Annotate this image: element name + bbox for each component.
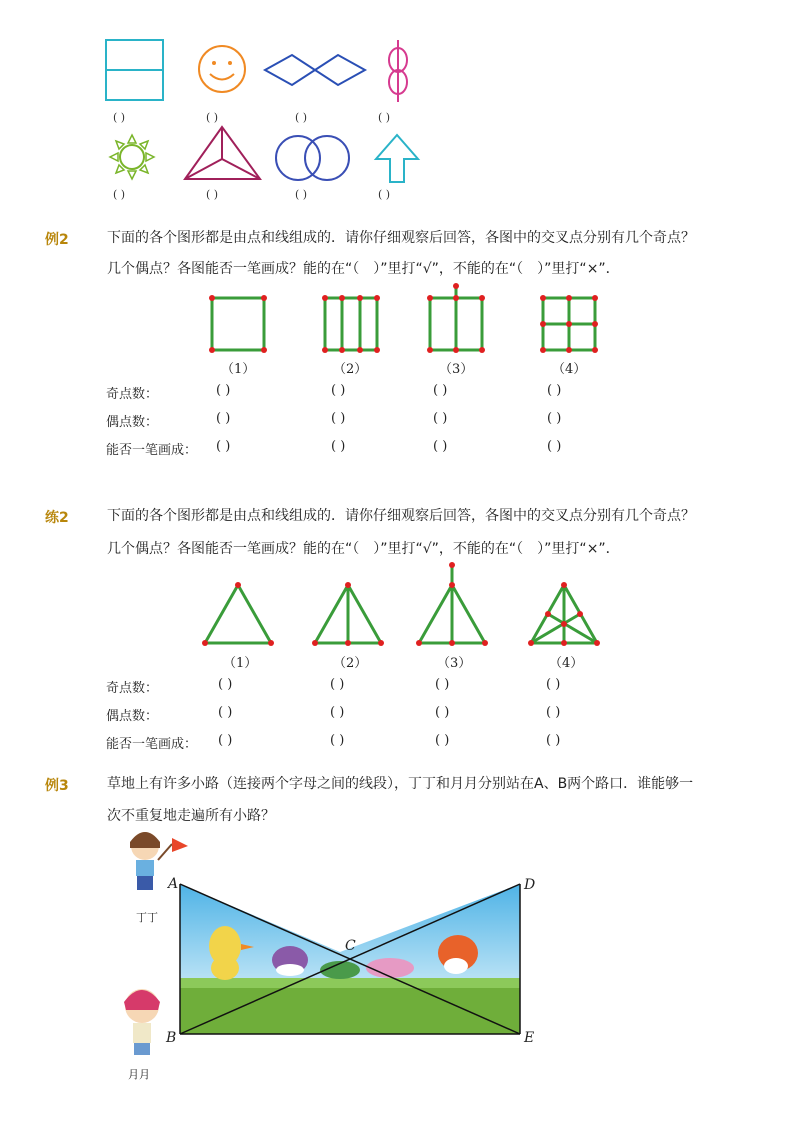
ex2-ans-3-1[interactable]: ( ) — [216, 439, 231, 454]
example2-label: 例2 — [45, 232, 69, 248]
example3-line1: 草地上有许多小路（连接两个字母之间的线段），丁丁和月月分别站在A、B两个路口．谁能够一 — [107, 776, 694, 792]
two-circles-figure — [276, 136, 349, 180]
figure-eight-figure — [389, 40, 407, 102]
pr2-fignum-4: （4） — [549, 656, 584, 671]
example2-figures — [200, 282, 610, 360]
blank-7[interactable]: ( ) — [295, 188, 308, 201]
ex2-ans-3-2[interactable]: ( ) — [331, 439, 346, 454]
sun-figure — [110, 135, 154, 179]
example2-line2: 几个偶点？各图能否一笔画成？能的在“（ ）”里打“√”，不能的在“（ ）”里打“×”． — [107, 261, 620, 277]
point-B: B — [166, 1030, 177, 1046]
rectangle-figure — [106, 40, 163, 100]
blank-3[interactable]: ( ) — [295, 111, 308, 124]
pr2-fig1 — [202, 582, 274, 646]
ex2-ans-2-1[interactable]: ( ) — [216, 411, 231, 426]
arrow-figure — [376, 135, 418, 182]
ex2-ans-1-1[interactable]: ( ) — [216, 383, 231, 398]
purple-bird-character — [272, 946, 308, 976]
pr2-fig2 — [312, 582, 384, 646]
double-diamond-figure — [265, 55, 365, 85]
ex2-ans-3-4[interactable]: ( ) — [547, 439, 562, 454]
ex2-ans-1-3[interactable]: ( ) — [433, 383, 448, 398]
pr2-ans-2-2[interactable]: ( ) — [330, 705, 345, 720]
point-C: C — [345, 938, 356, 954]
example3-line2: 次不重复地走遍所有小路？ — [107, 808, 275, 824]
pr2-ans-1-4[interactable]: ( ) — [546, 677, 561, 692]
example3-scene — [100, 828, 560, 1086]
pr2-fignum-2: （2） — [333, 656, 368, 671]
name-dingding: 丁丁 — [136, 911, 158, 924]
ex2-row-draw: 能否一笔画成： — [106, 443, 198, 458]
example3-label: 例3 — [45, 778, 69, 794]
pr2-row-odd: 奇点数： — [106, 681, 159, 696]
ex2-fig4 — [540, 295, 598, 353]
ex2-row-odd: 奇点数： — [106, 387, 159, 402]
ex2-ans-3-3[interactable]: ( ) — [433, 439, 448, 454]
ex2-ans-2-3[interactable]: ( ) — [433, 411, 448, 426]
practice2-line2: 几个偶点？各图能否一笔画成？能的在“（ ）”里打“√”，不能的在“（ ）”里打“×”． — [107, 541, 620, 557]
yueyue-figure — [124, 989, 160, 1055]
ex2-fignum-1: （1） — [221, 362, 256, 377]
point-D: D — [524, 877, 536, 893]
pr2-ans-3-1[interactable]: ( ) — [218, 733, 233, 748]
practice2-figures — [195, 560, 615, 652]
pr2-fig4 — [528, 582, 600, 646]
point-A: A — [168, 876, 179, 892]
pr2-ans-2-1[interactable]: ( ) — [218, 705, 233, 720]
ex2-row-even: 偶点数： — [106, 415, 159, 430]
blank-2[interactable]: ( ) — [206, 111, 219, 124]
ex2-fignum-4: （4） — [552, 362, 587, 377]
pr2-ans-2-4[interactable]: ( ) — [546, 705, 561, 720]
ex2-ans-1-4[interactable]: ( ) — [547, 383, 562, 398]
ex2-fignum-3: （3） — [439, 362, 474, 377]
top-figures-row1 — [95, 30, 435, 110]
triangle-figure — [185, 127, 260, 179]
ex2-fig3 — [427, 283, 485, 353]
smiley-figure — [199, 46, 245, 92]
pr2-row-even: 偶点数： — [106, 709, 159, 724]
pr2-ans-1-2[interactable]: ( ) — [330, 677, 345, 692]
blank-8[interactable]: ( ) — [378, 188, 391, 201]
point-E: E — [524, 1030, 535, 1046]
top-figures-row2 — [100, 125, 430, 187]
pr2-ans-2-3[interactable]: ( ) — [435, 705, 450, 720]
practice2-line1: 下面的各个图形都是由点和线组成的．请你仔细观察后回答，各图中的交叉点分别有几个奇点？ — [107, 508, 695, 524]
pr2-fignum-3: （3） — [437, 656, 472, 671]
practice2-label: 练2 — [45, 510, 69, 526]
pr2-ans-3-2[interactable]: ( ) — [330, 733, 345, 748]
blank-1[interactable]: ( ) — [113, 111, 126, 124]
ex2-fig1 — [209, 295, 267, 353]
pr2-row-draw: 能否一笔画成： — [106, 737, 198, 752]
ex2-ans-1-2[interactable]: ( ) — [331, 383, 346, 398]
blank-6[interactable]: ( ) — [206, 188, 219, 201]
ex2-ans-2-2[interactable]: ( ) — [331, 411, 346, 426]
example2-line1: 下面的各个图形都是由点和线组成的．请你仔细观察后回答，各图中的交叉点分别有几个奇点？ — [107, 230, 695, 246]
pr2-fig3 — [416, 562, 488, 646]
pr2-ans-1-3[interactable]: ( ) — [435, 677, 450, 692]
pr2-ans-3-4[interactable]: ( ) — [546, 733, 561, 748]
pink-character — [366, 958, 414, 978]
ex2-fignum-2: （2） — [333, 362, 368, 377]
dingding-figure — [130, 832, 188, 890]
blank-4[interactable]: ( ) — [378, 111, 391, 124]
name-yueyue: 月月 — [128, 1068, 150, 1081]
blank-5[interactable]: ( ) — [113, 188, 126, 201]
pr2-ans-3-3[interactable]: ( ) — [435, 733, 450, 748]
ex2-fig2 — [322, 295, 380, 353]
pr2-fignum-1: （1） — [223, 656, 258, 671]
ex2-ans-2-4[interactable]: ( ) — [547, 411, 562, 426]
pr2-ans-1-1[interactable]: ( ) — [218, 677, 233, 692]
